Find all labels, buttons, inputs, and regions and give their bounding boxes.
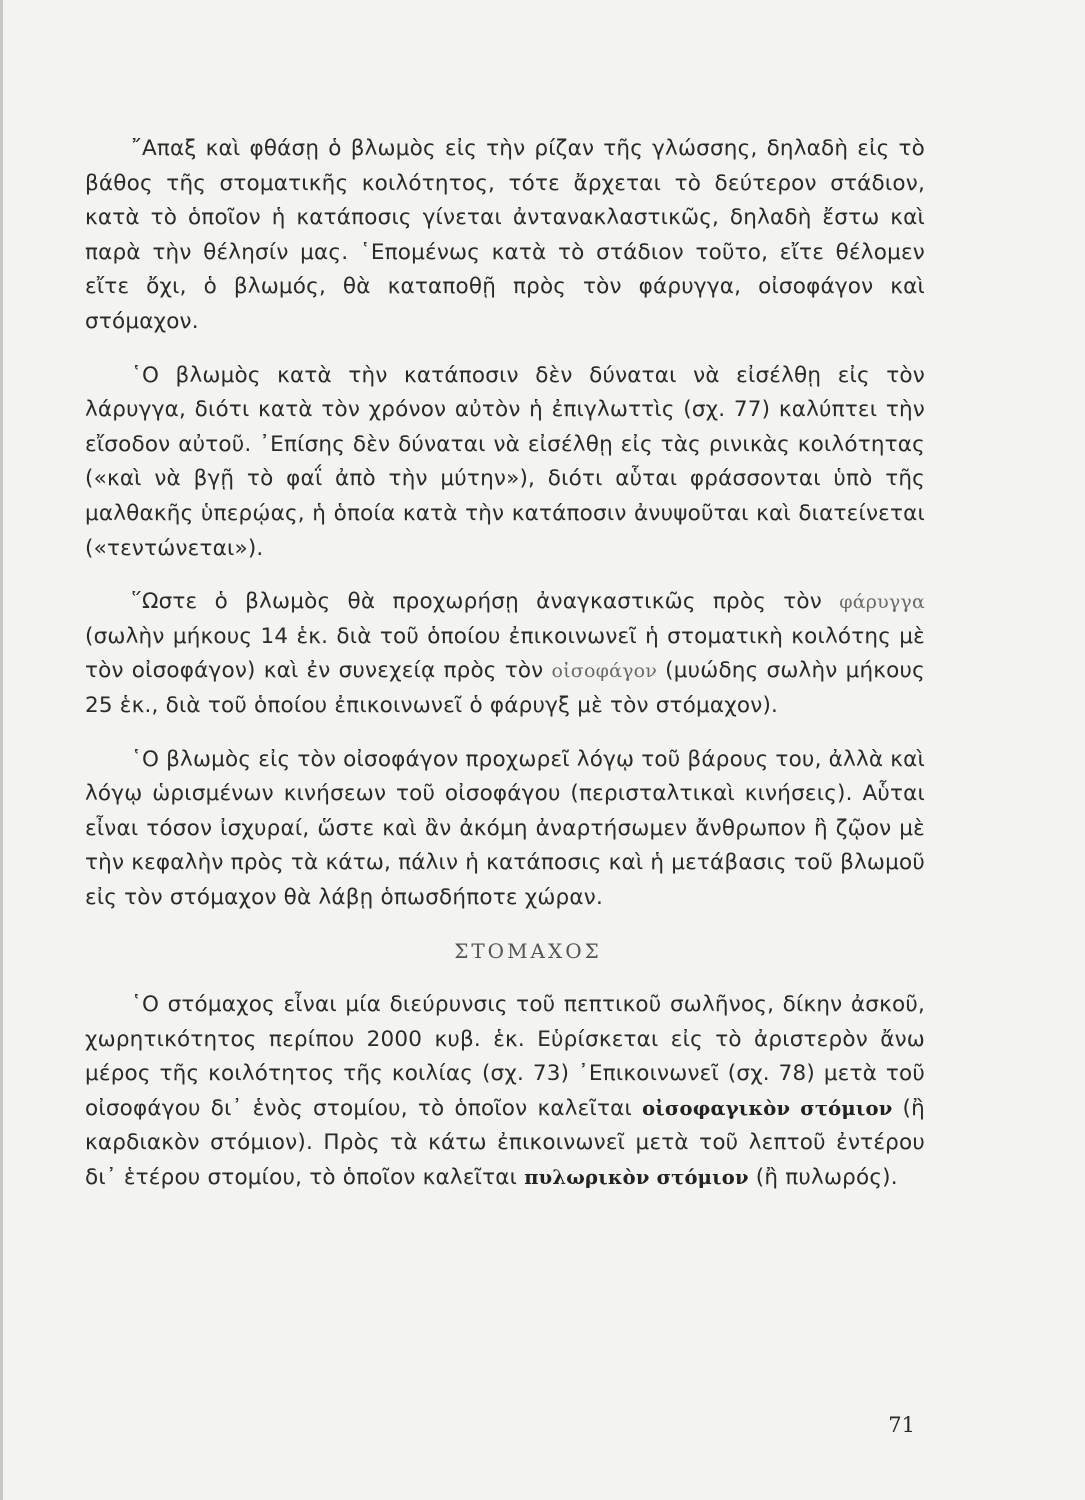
paragraph-swallowing-second-stage — [85, 132, 925, 340]
term-esophageal-orifice: οἰσοφαγικὸν στόμιον — [642, 1096, 893, 1120]
paragraph-text: (ἢ πυλωρός). — [755, 1165, 898, 1191]
term-pyloric-orifice: πυλωρικὸν στόμιον — [524, 1166, 749, 1190]
term-pharynx: φάρυγγα — [839, 591, 925, 614]
page-number: 71 — [888, 1413, 915, 1437]
paragraph-text: ῞Ωστε ὁ βλωμὸς θὰ προχωρήσῃ ἀναγκαστικῶς πρὸς τὸν — [131, 589, 822, 615]
paragraph-text: ῎Απαξ καὶ φθάσῃ ὁ βλωμὸς εἰς τὴν ρίζαν τῆς γλώσσης, δηλαδὴ εἰς τὸ βάθος τῆς στοματικῆς κοιλότητος, τότε ἄρχεται τὸ δεύτερον στάδιον, κατὰ τὸ ὁποῖον ἡ κατάποσις γίνεται ἀντανακλαστικῶς, δηλαδὴ ἔστω καὶ παρὰ τὴν θέλησίν μας. ῾Επομένως κατὰ τὸ στάδιον τοῦτο, εἴτε θέλομεν εἴτε ὄχι, ὁ βλωμός, θὰ καταποθῇ πρὸς τὸν φάρυγγα, οἰσοφάγον καὶ στόμαχον. — [85, 136, 925, 334]
term-esophagus: οἰσοφάγον — [551, 660, 658, 683]
paragraph-text: ῾Ο βλωμὸς εἰς τὸν οἰσοφάγον προχωρεῖ λόγῳ τοῦ βάρους του, ἀλλὰ καὶ λόγῳ ὡρισμένων κινήσεων τοῦ οἰσοφάγου (περισταλτικαὶ κινήσεις). Αὗται εἶναι τόσον ἰσχυραί, ὥστε καὶ ἂν ἀκόμη ἀναρτήσωμεν ἄνθρωπον ἢ ζῷον μὲ τὴν κεφαλὴν πρὸς τὰ κάτω, πάλιν ἡ κατάποσις καὶ ἡ μετάβασις τοῦ βλωμοῦ εἰς τὸν στόμαχον θὰ λάβῃ ὁπωσδήποτε χώραν. — [85, 746, 925, 910]
paragraph-text: ῾Ο βλωμὸς κατὰ τὴν κατάποσιν δὲν δύναται νὰ εἰσέλθῃ εἰς τὸν λάρυγγα, διότι κατὰ τὸν χρόνον αὐτὸν ἡ ἐπιγλωττὶς (σχ. 77) καλύπτει τὴν εἴσοδον αὐτοῦ. ᾽Επίσης δὲν δύναται νὰ εἰσέλθῃ εἰς τὰς ρινικὰς κοιλότητας («καὶ νὰ βγῇ τὸ φαΐ ἀπὸ τὴν μύτην»), διότι αὗται φράσσονται ὑπὸ τῆς μαλθακῆς ὑπερῴας, ἡ ὁποία κατὰ τὴν κατάποσιν ἀνυψοῦται καὶ διατείνεται («τεντώνεται»). — [85, 362, 925, 561]
paragraph-peristalsis — [85, 743, 925, 916]
paragraph-larynx-protection — [85, 359, 925, 567]
paragraph-stomach-description — [85, 988, 925, 1196]
paragraph-text: (ἢ καρδιακὸν στόμιον). Πρὸς τὰ κάτω ἐπικοινωνεῖ μετὰ τοῦ λεπτοῦ ἐντέρου δι᾽ ἑτέρου στομίου, τὸ ὁποῖον καλεῖται — [85, 1095, 925, 1191]
page-body — [85, 132, 925, 1215]
paragraph-text: (μυώδης σωλὴν μήκους 25 ἑκ., διὰ τοῦ ὁποίου ἐπικοινωνεῖ ὁ φάρυγξ μὲ τὸν στόμαχον). — [85, 658, 925, 718]
paragraph-pharynx-esophagus — [85, 585, 925, 723]
paragraph-text: ῾Ο στόμαχος εἶναι μία διεύρυνσις τοῦ πεπτικοῦ σωλῆνος, δίκην ἀσκοῦ, χωρητικότητος περίπου 2000 κυβ. ἑκ. Εὑρίσκεται εἰς τὸ ἀριστερὸν ἄνω μέρος τῆς κοιλότητος τῆς κοιλίας (σχ. 73) ᾽Επικοινωνεῖ (σχ. 78) μετὰ τοῦ οἰσοφάγου δι᾽ ἑνὸς στομίου, τὸ ὁποῖον καλεῖται — [85, 992, 925, 1121]
paragraph-text: (σωλὴν μήκους 14 ἑκ. διὰ τοῦ ὁποίου ἐπικοινωνεῖ ἡ στοματικὴ κοιλότης μὲ τὸν οἰσοφάγον) καὶ ἐν συνεχείᾳ πρὸς τὸν — [85, 623, 925, 684]
section-heading-stomach: ΣΤΟΜΑΧΟΣ — [454, 939, 602, 964]
